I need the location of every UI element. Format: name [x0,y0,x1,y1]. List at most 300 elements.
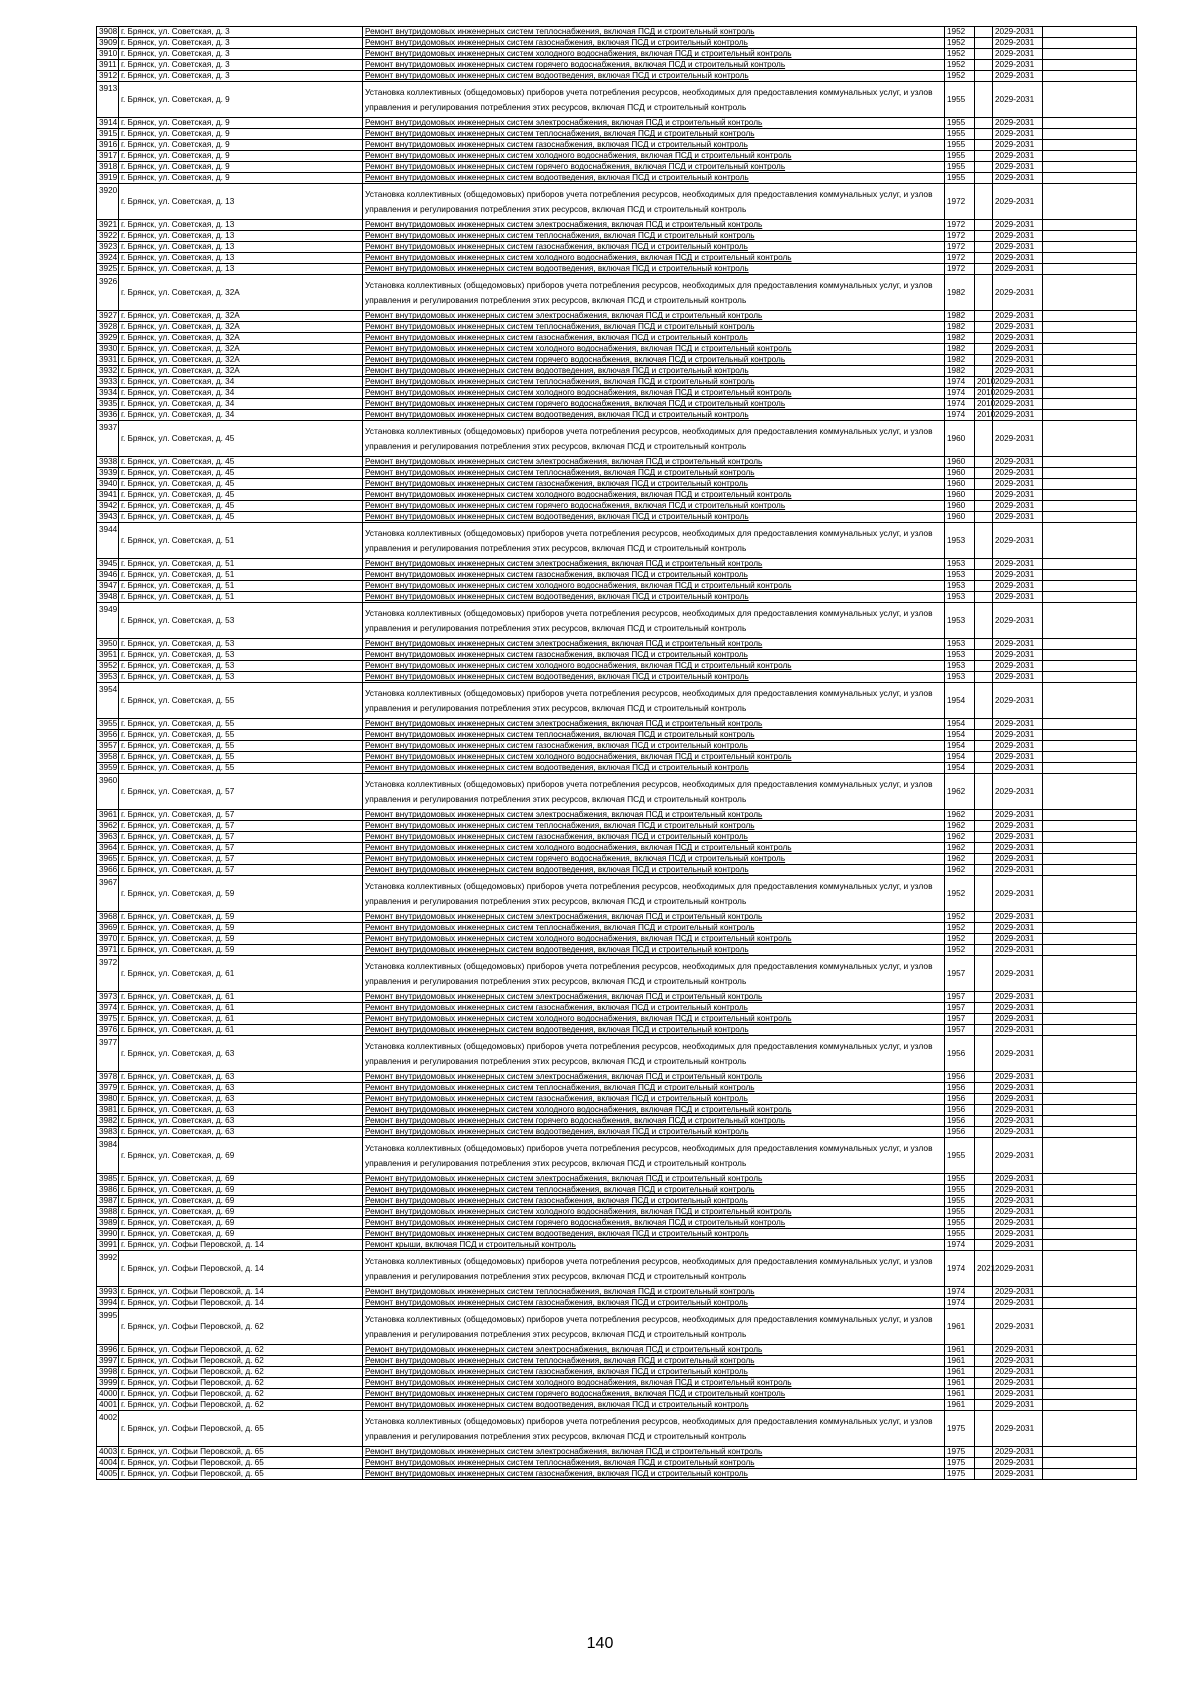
row-number-cell: 3998 [97,1367,119,1378]
last-repair-year-cell [975,501,993,512]
build-year-cell: 1957 [945,1003,975,1014]
build-year-cell: 1955 [945,118,975,129]
table-row [97,1105,1137,1116]
row-number-cell: 3974 [97,1003,119,1014]
table-row [97,253,1137,264]
address-cell: г. Брянск, ул. Советская, д. 59 [119,923,363,934]
work-type-cell: Ремонт внутридомовых инженерных систем холодного водоснабжения, включая ПСД и строительный контроль [363,934,945,945]
work-type-cell: Ремонт внутридомовых инженерных систем газоснабжения, включая ПСД и строительный контроль [363,1094,945,1105]
table-row [97,603,1137,639]
planned-period-cell: 2029-2031 [993,275,1043,311]
planned-period-cell: 2029-2031 [993,1138,1043,1174]
address-cell: г. Брянск, ул. Советская, д. 55 [119,683,363,719]
table-row [97,865,1137,876]
empty-cell [1043,774,1137,810]
build-year-cell: 1974 [945,1287,975,1298]
planned-period-cell: 2029-2031 [993,1218,1043,1229]
table-row [97,468,1137,479]
work-type-cell: Установка коллективных (общедомовых) приборов учета потребления ресурсов, необходимых для предоставления коммунальных услуг, и узлов управления и регулирования потребления этих ресурсов, включая ПСД и строительный контроль [363,275,945,311]
empty-cell [1043,1458,1137,1469]
row-number-cell: 3918 [97,162,119,173]
table-row [97,1127,1137,1138]
table-row [97,173,1137,184]
address-cell: г. Брянск, ул. Советская, д. 45 [119,501,363,512]
work-type-cell: Установка коллективных (общедомовых) приборов учета потребления ресурсов, необходимых для предоставления коммунальных услуг, и узлов управления и регулирования потребления этих ресурсов, включая ПСД и строительный контроль [363,523,945,559]
last-repair-year-cell [975,344,993,355]
build-year-cell: 1955 [945,1229,975,1240]
empty-cell [1043,843,1137,854]
last-repair-year-cell [975,683,993,719]
address-cell: г. Брянск, ул. Советская, д. 61 [119,992,363,1003]
empty-cell [1043,570,1137,581]
planned-period-cell: 2029-2031 [993,1251,1043,1287]
last-repair-year-cell [975,672,993,683]
address-cell: г. Брянск, ул. Советская, д. 32А [119,355,363,366]
table-row [97,1345,1137,1356]
empty-cell [1043,1378,1137,1389]
empty-cell [1043,129,1137,140]
planned-period-cell: 2029-2031 [993,399,1043,410]
build-year-cell: 1962 [945,774,975,810]
empty-cell [1043,1072,1137,1083]
build-year-cell: 1955 [945,1185,975,1196]
work-type-cell: Ремонт внутридомовых инженерных систем водоотведения, включая ПСД и строительный контроль [363,592,945,603]
work-type-cell: Ремонт внутридомовых инженерных систем холодного водоснабжения, включая ПСД и строительный контроль [363,151,945,162]
table-row [97,523,1137,559]
register-table-container [96,26,1136,1480]
work-type-cell: Ремонт внутридомовых инженерных систем водоотведения, включая ПСД и строительный контроль [363,1229,945,1240]
empty-cell [1043,333,1137,344]
row-number-cell: 3958 [97,752,119,763]
empty-cell [1043,253,1137,264]
row-number-cell: 3988 [97,1207,119,1218]
build-year-cell: 1955 [945,151,975,162]
build-year-cell: 1961 [945,1309,975,1345]
work-type-cell: Ремонт внутридомовых инженерных систем электроснабжения, включая ПСД и строительный контроль [363,719,945,730]
build-year-cell: 1955 [945,82,975,118]
build-year-cell: 1955 [945,129,975,140]
last-repair-year-cell [975,421,993,457]
build-year-cell: 1974 [945,388,975,399]
table-row [97,810,1137,821]
address-cell: г. Брянск, ул. Советская, д. 57 [119,843,363,854]
address-cell: г. Брянск, ул. Советская, д. 69 [119,1185,363,1196]
empty-cell [1043,1356,1137,1367]
empty-cell [1043,162,1137,173]
empty-cell [1043,366,1137,377]
build-year-cell: 1961 [945,1367,975,1378]
table-row [97,479,1137,490]
last-repair-year-cell [975,468,993,479]
empty-cell [1043,1400,1137,1411]
empty-cell [1043,421,1137,457]
work-type-cell: Ремонт внутридомовых инженерных систем водоотведения, включая ПСД и строительный контроль [363,512,945,523]
empty-cell [1043,355,1137,366]
planned-period-cell: 2029-2031 [993,1127,1043,1138]
table-row [97,60,1137,71]
work-type-cell: Ремонт внутридомовых инженерных систем газоснабжения, включая ПСД и строительный контроль [363,1469,945,1480]
capital-repair-table [96,26,1137,1480]
address-cell: г. Брянск, ул. Советская, д. 9 [119,140,363,151]
build-year-cell: 1960 [945,421,975,457]
empty-cell [1043,1025,1137,1036]
row-number-cell: 3979 [97,1083,119,1094]
last-repair-year-cell [975,741,993,752]
row-number-cell: 3925 [97,264,119,275]
row-number-cell: 3994 [97,1298,119,1309]
build-year-cell: 1974 [945,377,975,388]
table-row [97,934,1137,945]
planned-period-cell: 2029-2031 [993,1378,1043,1389]
work-type-cell: Установка коллективных (общедомовых) приборов учета потребления ресурсов, необходимых для предоставления коммунальных услуг, и узлов управления и регулирования потребления этих ресурсов, включая ПСД и строительный контроль [363,956,945,992]
table-row [97,672,1137,683]
build-year-cell: 1975 [945,1411,975,1447]
last-repair-year-cell [975,934,993,945]
last-repair-year-cell [975,82,993,118]
address-cell: г. Брянск, ул. Советская, д. 9 [119,173,363,184]
build-year-cell: 1960 [945,501,975,512]
row-number-cell: 3931 [97,355,119,366]
address-cell: г. Брянск, ул. Советская, д. 69 [119,1174,363,1185]
planned-period-cell: 2029-2031 [993,1174,1043,1185]
table-row [97,129,1137,140]
address-cell: г. Брянск, ул. Советская, д. 61 [119,1014,363,1025]
table-row [97,49,1137,60]
last-repair-year-cell [975,559,993,570]
row-number-cell: 3985 [97,1174,119,1185]
planned-period-cell: 2029-2031 [993,71,1043,82]
table-row [97,1014,1137,1025]
build-year-cell: 1955 [945,1218,975,1229]
row-number-cell: 3945 [97,559,119,570]
row-number-cell: 3978 [97,1072,119,1083]
work-type-cell: Ремонт внутридомовых инженерных систем газоснабжения, включая ПСД и строительный контроль [363,1367,945,1378]
table-row [97,344,1137,355]
planned-period-cell: 2029-2031 [993,1389,1043,1400]
planned-period-cell: 2029-2031 [993,956,1043,992]
table-row [97,956,1137,992]
address-cell: г. Брянск, ул. Советская, д. 45 [119,421,363,457]
planned-period-cell: 2029-2031 [993,559,1043,570]
table-row [97,71,1137,82]
empty-cell [1043,140,1137,151]
table-row [97,752,1137,763]
work-type-cell: Ремонт внутридомовых инженерных систем горячего водоснабжения, включая ПСД и строительный контроль [363,1218,945,1229]
row-number-cell: 3919 [97,173,119,184]
address-cell: г. Брянск, ул. Советская, д. 61 [119,1003,363,1014]
work-type-cell: Ремонт внутридомовых инженерных систем горячего водоснабжения, включая ПСД и строительный контроль [363,162,945,173]
empty-cell [1043,1447,1137,1458]
work-type-cell: Ремонт внутридомовых инженерных систем теплоснабжения, включая ПСД и строительный контроль [363,1458,945,1469]
empty-cell [1043,1127,1137,1138]
work-type-cell: Ремонт внутридомовых инженерных систем холодного водоснабжения, включая ПСД и строительный контроль [363,843,945,854]
address-cell: г. Брянск, ул. Советская, д. 9 [119,118,363,129]
empty-cell [1043,581,1137,592]
build-year-cell: 1974 [945,1251,975,1287]
empty-cell [1043,377,1137,388]
last-repair-year-cell [975,118,993,129]
table-row [97,1218,1137,1229]
row-number-cell: 3957 [97,741,119,752]
row-number-cell: 3936 [97,410,119,421]
row-number-cell: 3992 [97,1251,119,1287]
build-year-cell: 1956 [945,1094,975,1105]
empty-cell [1043,344,1137,355]
row-number-cell: 3948 [97,592,119,603]
work-type-cell: Установка коллективных (общедомовых) приборов учета потребления ресурсов, необходимых для предоставления коммунальных услуг, и узлов управления и регулирования потребления этих ресурсов, включая ПСД и строительный контроль [363,82,945,118]
build-year-cell: 1982 [945,366,975,377]
row-number-cell: 3946 [97,570,119,581]
row-number-cell: 3986 [97,1185,119,1196]
planned-period-cell: 2029-2031 [993,151,1043,162]
row-number-cell: 3950 [97,639,119,650]
work-type-cell: Ремонт внутридомовых инженерных систем теплоснабжения, включая ПСД и строительный контроль [363,1083,945,1094]
address-cell: г. Брянск, ул. Советская, д. 9 [119,151,363,162]
table-row [97,1116,1137,1127]
last-repair-year-cell: 2021 [975,1251,993,1287]
empty-cell [1043,82,1137,118]
last-repair-year-cell [975,1185,993,1196]
work-type-cell: Ремонт внутридомовых инженерных систем электроснабжения, включая ПСД и строительный контроль [363,457,945,468]
row-number-cell: 3915 [97,129,119,140]
empty-cell [1043,1036,1137,1072]
build-year-cell: 1982 [945,322,975,333]
address-cell: г. Брянск, ул. Советская, д. 9 [119,162,363,173]
build-year-cell: 1962 [945,854,975,865]
planned-period-cell: 2029-2031 [993,140,1043,151]
planned-period-cell: 2029-2031 [993,366,1043,377]
build-year-cell: 1972 [945,231,975,242]
planned-period-cell: 2029-2031 [993,854,1043,865]
planned-period-cell: 2029-2031 [993,912,1043,923]
empty-cell [1043,1389,1137,1400]
planned-period-cell: 2029-2031 [993,821,1043,832]
empty-cell [1043,173,1137,184]
address-cell: г. Брянск, ул. Советская, д. 32А [119,275,363,311]
row-number-cell: 3911 [97,60,119,71]
empty-cell [1043,457,1137,468]
last-repair-year-cell [975,38,993,49]
row-number-cell: 3996 [97,1345,119,1356]
table-row [97,876,1137,912]
planned-period-cell: 2029-2031 [993,264,1043,275]
address-cell: г. Брянск, ул. Софьи Перовской, д. 62 [119,1378,363,1389]
table-row [97,38,1137,49]
row-number-cell: 3941 [97,490,119,501]
build-year-cell: 1955 [945,1174,975,1185]
build-year-cell: 1962 [945,843,975,854]
table-row [97,923,1137,934]
table-row [97,457,1137,468]
row-number-cell: 3970 [97,934,119,945]
empty-cell [1043,1138,1137,1174]
row-number-cell: 3983 [97,1127,119,1138]
table-row [97,1174,1137,1185]
last-repair-year-cell [975,650,993,661]
last-repair-year-cell [975,1298,993,1309]
address-cell: г. Брянск, ул. Советская, д. 55 [119,719,363,730]
build-year-cell: 1957 [945,1014,975,1025]
planned-period-cell: 2029-2031 [993,1105,1043,1116]
planned-period-cell: 2029-2031 [993,512,1043,523]
last-repair-year-cell [975,865,993,876]
build-year-cell: 1953 [945,603,975,639]
last-repair-year-cell [975,333,993,344]
row-number-cell: 3912 [97,71,119,82]
address-cell: г. Брянск, ул. Советская, д. 57 [119,832,363,843]
build-year-cell: 1953 [945,581,975,592]
last-repair-year-cell [975,854,993,865]
work-type-cell: Ремонт внутридомовых инженерных систем электроснабжения, включая ПСД и строительный контроль [363,639,945,650]
empty-cell [1043,60,1137,71]
empty-cell [1043,1174,1137,1185]
work-type-cell: Ремонт внутридомовых инженерных систем электроснабжения, включая ПСД и строительный контроль [363,220,945,231]
table-row [97,275,1137,311]
table-row [97,355,1137,366]
last-repair-year-cell [975,1367,993,1378]
work-type-cell: Установка коллективных (общедомовых) приборов учета потребления ресурсов, необходимых для предоставления коммунальных услуг, и узлов управления и регулирования потребления этих ресурсов, включая ПСД и строительный контроль [363,1138,945,1174]
work-type-cell: Ремонт внутридомовых инженерных систем теплоснабжения, включая ПСД и строительный контроль [363,231,945,242]
table-row [97,231,1137,242]
last-repair-year-cell [975,581,993,592]
empty-cell [1043,1345,1137,1356]
address-cell: г. Брянск, ул. Советская, д. 45 [119,490,363,501]
build-year-cell: 1952 [945,945,975,956]
work-type-cell: Ремонт внутридомовых инженерных систем водоотведения, включая ПСД и строительный контроль [363,865,945,876]
row-number-cell: 3914 [97,118,119,129]
last-repair-year-cell [975,322,993,333]
empty-cell [1043,523,1137,559]
row-number-cell: 3987 [97,1196,119,1207]
build-year-cell: 1960 [945,490,975,501]
row-number-cell: 3981 [97,1105,119,1116]
empty-cell [1043,956,1137,992]
row-number-cell: 3962 [97,821,119,832]
row-number-cell: 3938 [97,457,119,468]
planned-period-cell: 2029-2031 [993,672,1043,683]
last-repair-year-cell [975,752,993,763]
work-type-cell: Ремонт внутридомовых инженерных систем холодного водоснабжения, включая ПСД и строительный контроль [363,1014,945,1025]
work-type-cell: Ремонт внутридомовых инженерных систем водоотведения, включая ПСД и строительный контроль [363,763,945,774]
empty-cell [1043,934,1137,945]
last-repair-year-cell [975,1345,993,1356]
table-row [97,140,1137,151]
address-cell: г. Брянск, ул. Советская, д. 57 [119,821,363,832]
row-number-cell: 4004 [97,1458,119,1469]
address-cell: г. Брянск, ул. Советская, д. 9 [119,82,363,118]
last-repair-year-cell [975,923,993,934]
empty-cell [1043,683,1137,719]
empty-cell [1043,479,1137,490]
table-row [97,592,1137,603]
table-row [97,242,1137,253]
last-repair-year-cell [975,457,993,468]
table-row [97,559,1137,570]
last-repair-year-cell [975,184,993,220]
empty-cell [1043,264,1137,275]
address-cell: г. Брянск, ул. Советская, д. 53 [119,650,363,661]
empty-cell [1043,1287,1137,1298]
address-cell: г. Брянск, ул. Советская, д. 51 [119,570,363,581]
build-year-cell: 1972 [945,184,975,220]
empty-cell [1043,1083,1137,1094]
address-cell: г. Брянск, ул. Советская, д. 69 [119,1218,363,1229]
table-row [97,27,1137,38]
build-year-cell: 1956 [945,1083,975,1094]
work-type-cell: Ремонт внутридомовых инженерных систем газоснабжения, включая ПСД и строительный контроль [363,140,945,151]
table-row [97,683,1137,719]
planned-period-cell: 2029-2031 [993,992,1043,1003]
empty-cell [1043,661,1137,672]
address-cell: г. Брянск, ул. Советская, д. 51 [119,581,363,592]
last-repair-year-cell [975,129,993,140]
table-row [97,220,1137,231]
planned-period-cell: 2029-2031 [993,1196,1043,1207]
empty-cell [1043,1003,1137,1014]
planned-period-cell: 2029-2031 [993,490,1043,501]
planned-period-cell: 2029-2031 [993,49,1043,60]
row-number-cell: 3924 [97,253,119,264]
work-type-cell: Ремонт внутридомовых инженерных систем электроснабжения, включая ПСД и строительный контроль [363,912,945,923]
row-number-cell: 3989 [97,1218,119,1229]
row-number-cell: 3916 [97,140,119,151]
planned-period-cell: 2029-2031 [993,344,1043,355]
table-row [97,1036,1137,1072]
address-cell: г. Брянск, ул. Советская, д. 45 [119,457,363,468]
planned-period-cell: 2029-2031 [993,650,1043,661]
empty-cell [1043,876,1137,912]
last-repair-year-cell [975,876,993,912]
row-number-cell: 3956 [97,730,119,741]
build-year-cell: 1952 [945,923,975,934]
address-cell: г. Брянск, ул. Советская, д. 59 [119,934,363,945]
address-cell: г. Брянск, ул. Софьи Перовской, д. 62 [119,1356,363,1367]
last-repair-year-cell [975,1400,993,1411]
build-year-cell: 1982 [945,275,975,311]
build-year-cell: 1952 [945,912,975,923]
row-number-cell: 3947 [97,581,119,592]
last-repair-year-cell: 2010 [975,377,993,388]
empty-cell [1043,1298,1137,1309]
table-row [97,1447,1137,1458]
build-year-cell: 1972 [945,253,975,264]
row-number-cell: 3968 [97,912,119,923]
build-year-cell: 1957 [945,956,975,992]
table-row [97,1309,1137,1345]
address-cell: г. Брянск, ул. Советская, д. 53 [119,672,363,683]
row-number-cell: 3999 [97,1378,119,1389]
address-cell: г. Брянск, ул. Советская, д. 34 [119,388,363,399]
planned-period-cell: 2029-2031 [993,82,1043,118]
build-year-cell: 1956 [945,1036,975,1072]
last-repair-year-cell [975,1218,993,1229]
last-repair-year-cell [975,1378,993,1389]
address-cell: г. Брянск, ул. Софьи Перовской, д. 14 [119,1287,363,1298]
work-type-cell: Ремонт внутридомовых инженерных систем электроснабжения, включая ПСД и строительный контроль [363,992,945,1003]
table-row [97,1389,1137,1400]
address-cell: г. Брянск, ул. Советская, д. 57 [119,854,363,865]
empty-cell [1043,1105,1137,1116]
planned-period-cell: 2029-2031 [993,1207,1043,1218]
planned-period-cell: 2029-2031 [993,501,1043,512]
build-year-cell: 1955 [945,173,975,184]
planned-period-cell: 2029-2031 [993,1003,1043,1014]
row-number-cell: 3995 [97,1309,119,1345]
address-cell: г. Брянск, ул. Советская, д. 55 [119,730,363,741]
address-cell: г. Брянск, ул. Советская, д. 59 [119,912,363,923]
last-repair-year-cell [975,140,993,151]
build-year-cell: 1953 [945,570,975,581]
